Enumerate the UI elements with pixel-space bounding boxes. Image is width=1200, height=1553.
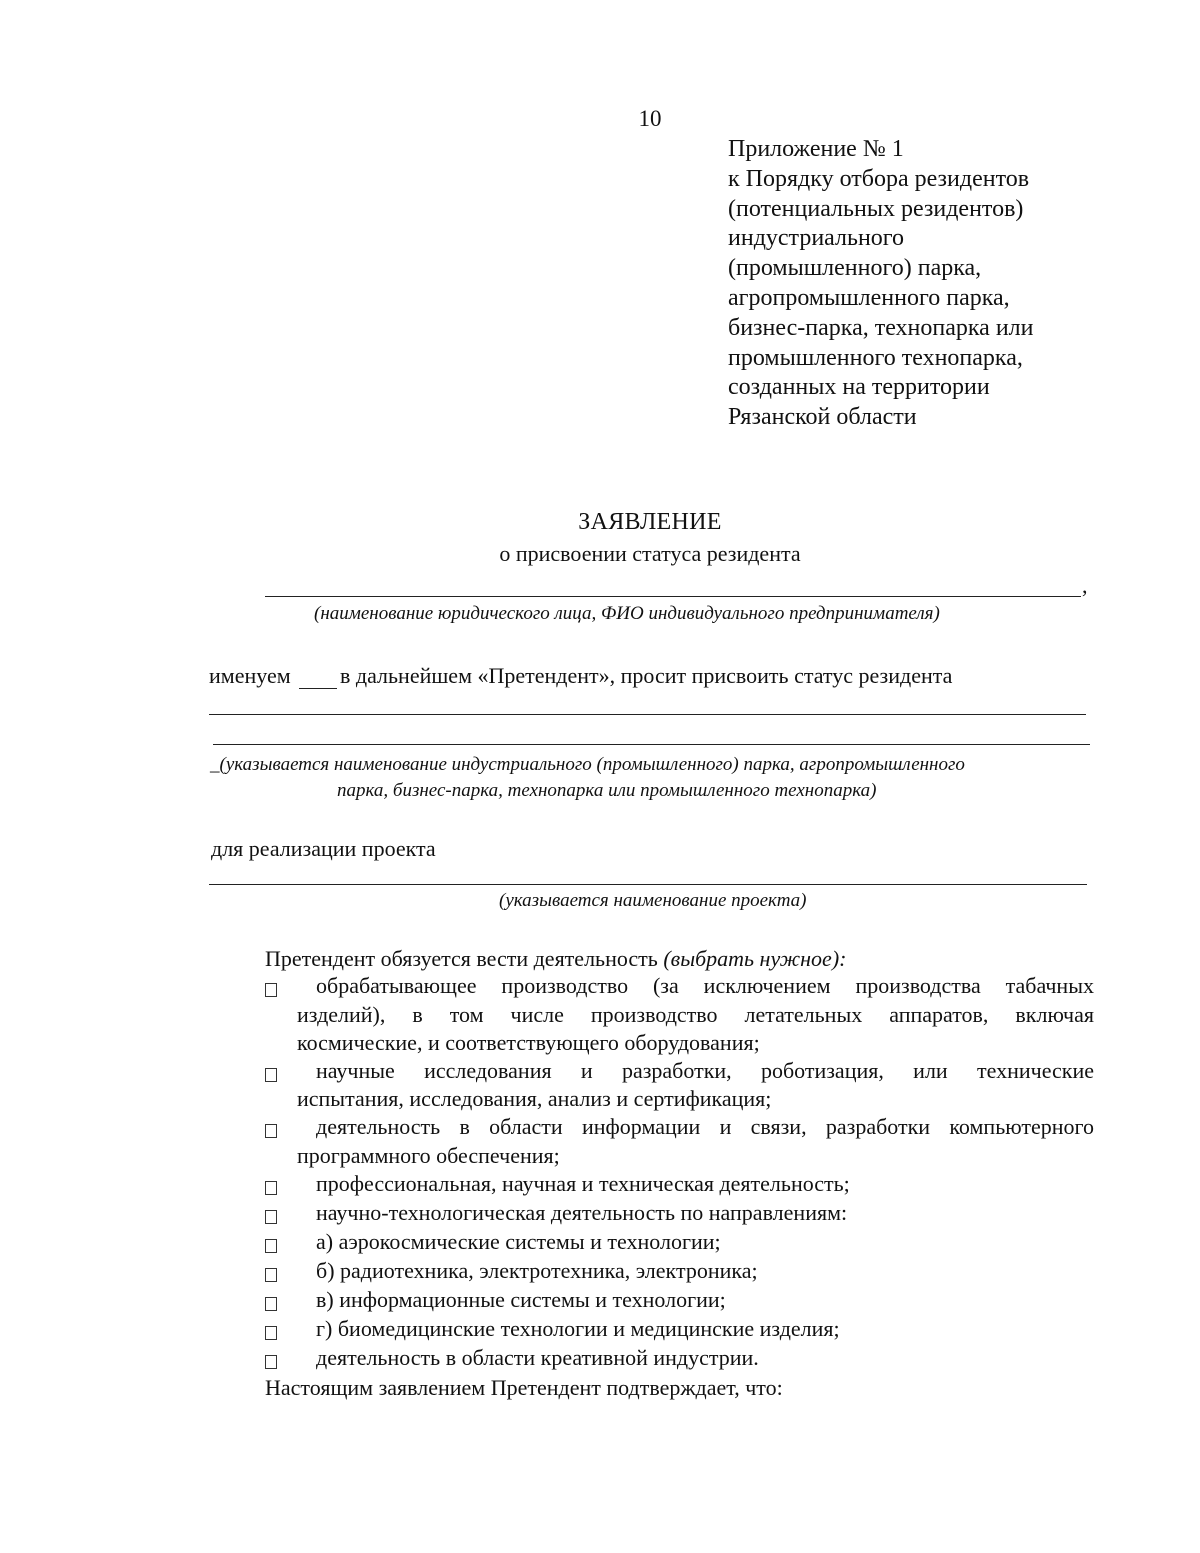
activity-text-line: обрабатывающее производство (за исключением производства табачных: [316, 973, 1094, 998]
activity-checkbox[interactable]: [265, 983, 277, 997]
activities-intro: [265, 946, 846, 972]
park-name-caption-1: _(указывается наименование индустриального (промышленного) парка, агропромышленного: [210, 754, 965, 775]
activity-checkbox[interactable]: [265, 1239, 277, 1253]
appendix-header: [728, 135, 1034, 433]
activity-text-line: деятельность в области креативной индустрии.: [316, 1345, 759, 1370]
appendix-line: агропромышленного парка,: [728, 284, 1010, 311]
activity-checkbox[interactable]: [265, 1068, 277, 1082]
activity-checkbox[interactable]: [265, 1268, 277, 1282]
activities-intro-text: Претендент обязуется вести деятельность: [265, 946, 658, 971]
activity-text-line: б) радиотехника, электротехника, электроника;: [316, 1258, 758, 1283]
activity-text-line: программного обеспечения;: [297, 1143, 560, 1168]
appendix-line: бизнес-парка, технопарка или: [728, 314, 1034, 341]
applicant-name-line[interactable]: [265, 596, 1081, 597]
project-label: для реализации проекта: [211, 836, 436, 861]
activity-checkbox[interactable]: [265, 1355, 277, 1369]
appendix-line: к Порядку отбора резидентов: [728, 165, 1030, 192]
park-name-caption-2: парка, бизнес-парка, технопарка или промышленного технопарка): [337, 780, 877, 801]
activity-checkbox[interactable]: [265, 1326, 277, 1340]
project-name-caption: (указывается наименование проекта): [499, 890, 807, 911]
activity-checkbox[interactable]: [265, 1124, 277, 1138]
park-name-line-1[interactable]: [209, 714, 1086, 715]
suffix-blank-line[interactable]: [299, 688, 337, 689]
appendix-line: (потенциальных резидентов): [728, 195, 1024, 222]
activity-text-line: в) информационные системы и технологии;: [316, 1287, 726, 1312]
activity-text-line: изделий), в том числе производство летательных аппаратов, включая: [297, 1002, 1094, 1027]
activity-text-line: а) аэрокосмические системы и технологии;: [316, 1229, 721, 1254]
activity-checkbox[interactable]: [265, 1181, 277, 1195]
appendix-line: Приложение № 1: [728, 136, 904, 162]
activity-text-line: испытания, исследования, анализ и сертификация;: [297, 1086, 772, 1111]
activity-text-line: профессиональная, научная и техническая деятельность;: [316, 1171, 850, 1196]
activity-checkbox[interactable]: [265, 1297, 277, 1311]
appendix-line: (промышленного) парка,: [728, 255, 982, 282]
document-subtitle: о присвоении статуса резидента: [499, 541, 801, 566]
appendix-line: Рязанской области: [728, 404, 917, 431]
activity-text-line: научно-технологическая деятельность по направлениям:: [316, 1200, 848, 1225]
request-prefix: именуем: [209, 663, 291, 688]
activity-text-line: г) биомедицинские технологии и медицинские изделия;: [316, 1316, 840, 1341]
page-number: 10: [638, 106, 662, 131]
activity-text-line: космические, и соответствующего оборудования;: [297, 1030, 760, 1055]
applicant-name-comma: ,: [1082, 573, 1088, 598]
appendix-line: индустриального: [728, 225, 905, 252]
activities-intro-hint: (выбрать нужное):: [663, 946, 847, 971]
appendix-line: промышленного технопарка,: [728, 344, 1023, 371]
document-title: ЗАЯВЛЕНИЕ: [578, 509, 722, 535]
activity-text-line: деятельность в области информации и связи, разработки компьютерного: [316, 1114, 1094, 1139]
activity-checkbox[interactable]: [265, 1210, 277, 1224]
project-name-line[interactable]: [209, 884, 1087, 885]
park-name-line-2[interactable]: [213, 744, 1090, 745]
request-text: в дальнейшем «Претендент», просит присвоить статус резидента: [340, 663, 953, 688]
confirmation-text: Настоящим заявлением Претендент подтверждает, что:: [265, 1375, 783, 1400]
appendix-line: созданных на территории: [728, 374, 990, 401]
applicant-name-caption: (наименование юридического лица, ФИО индивидуального предпринимателя): [314, 603, 940, 624]
activity-text-line: научные исследования и разработки, роботизация, или технические: [316, 1058, 1094, 1083]
